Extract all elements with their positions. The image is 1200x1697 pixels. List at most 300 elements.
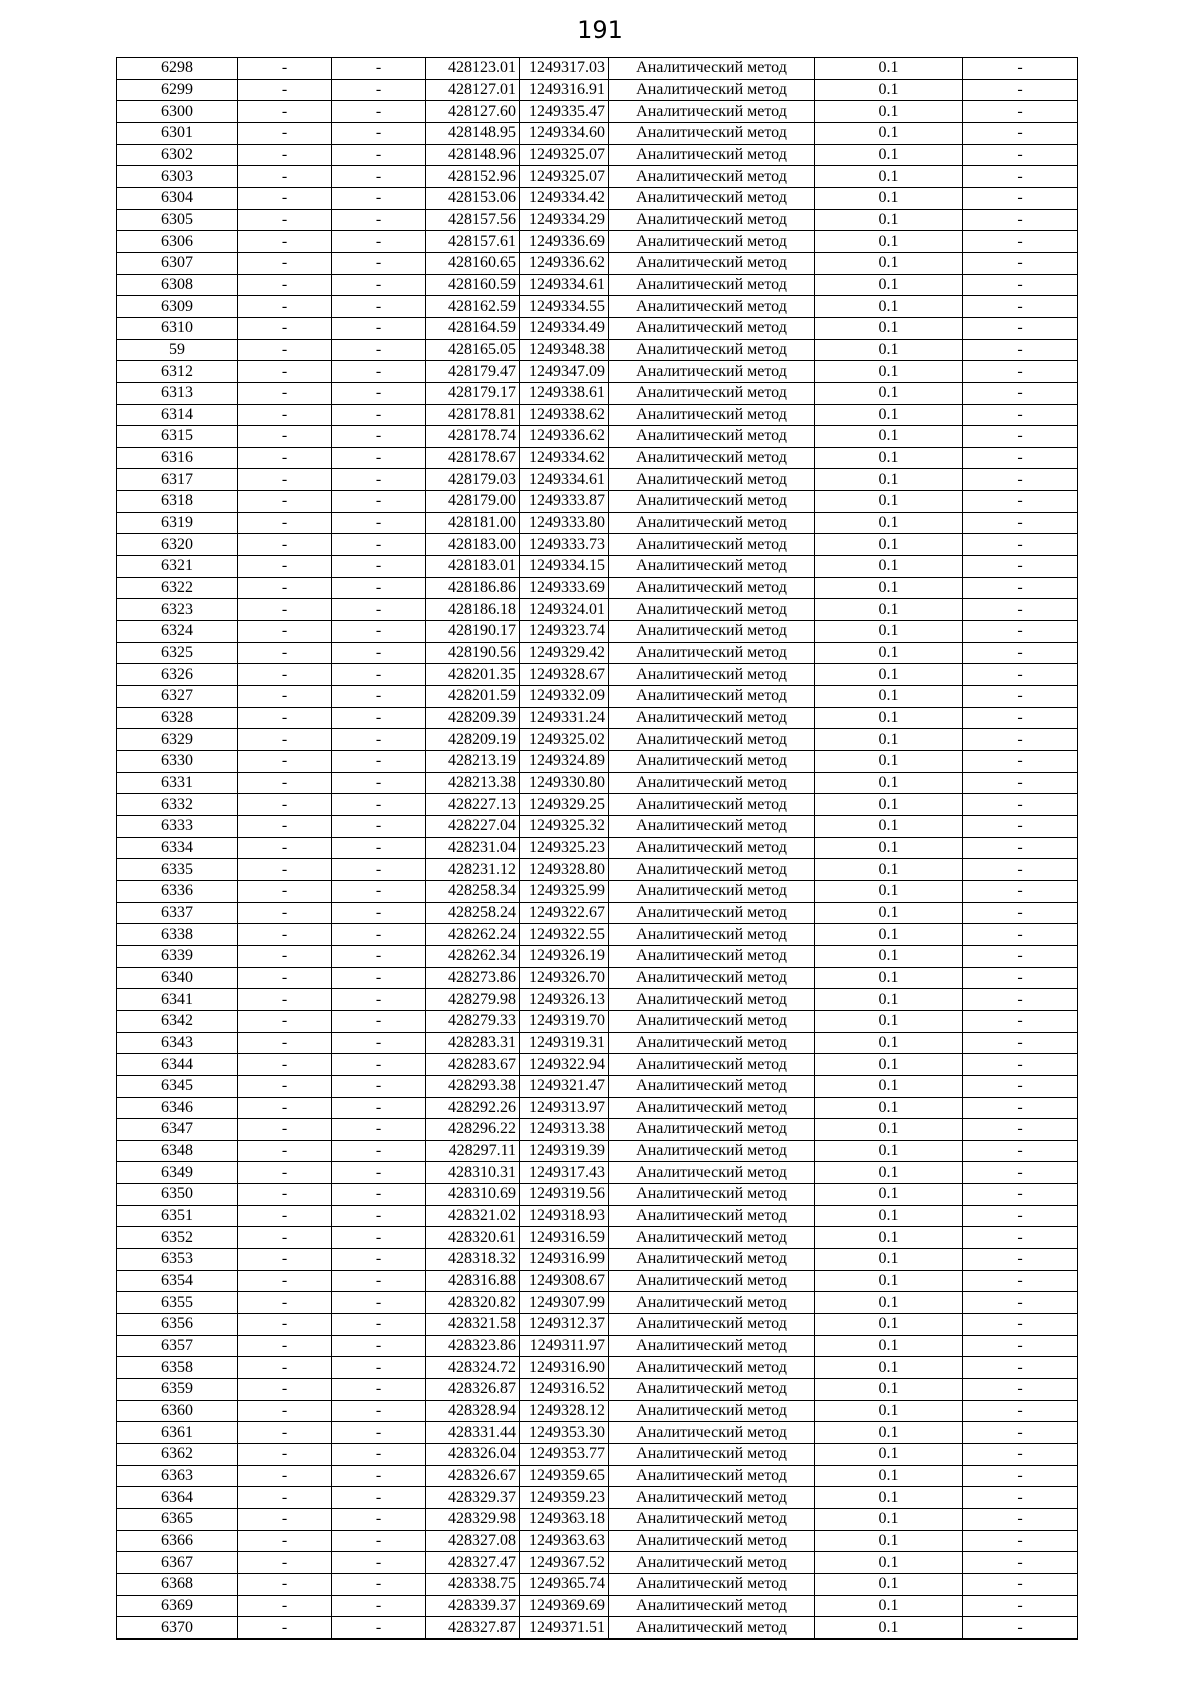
dash-cell: - — [332, 512, 426, 534]
accuracy-cell: 0.1 — [815, 491, 963, 513]
dash-cell: - — [963, 1595, 1078, 1617]
accuracy-cell: 0.1 — [815, 772, 963, 794]
dash-cell: - — [238, 1617, 332, 1639]
y-coordinate-cell: 1249324.01 — [520, 599, 609, 621]
accuracy-cell: 0.1 — [815, 599, 963, 621]
table-row — [117, 837, 1078, 859]
point-number-cell: 6326 — [117, 664, 238, 686]
accuracy-cell: 0.1 — [815, 967, 963, 989]
method-cell: Аналитический метод — [609, 1010, 815, 1032]
method-cell: Аналитический метод — [609, 880, 815, 902]
method-cell: Аналитический метод — [609, 1530, 815, 1552]
accuracy-cell: 0.1 — [815, 1400, 963, 1422]
y-coordinate-cell: 1249324.89 — [520, 751, 609, 773]
dash-cell: - — [332, 447, 426, 469]
accuracy-cell: 0.1 — [815, 187, 963, 209]
dash-cell: - — [332, 1227, 426, 1249]
y-coordinate-cell: 1249333.73 — [520, 534, 609, 556]
dash-cell: - — [332, 1162, 426, 1184]
x-coordinate-cell: 428318.32 — [426, 1249, 520, 1271]
table-row — [117, 166, 1078, 188]
dash-cell: - — [963, 252, 1078, 274]
dash-cell: - — [238, 404, 332, 426]
dash-cell: - — [963, 187, 1078, 209]
dash-cell: - — [238, 122, 332, 144]
dash-cell: - — [332, 599, 426, 621]
dash-cell: - — [332, 772, 426, 794]
y-coordinate-cell: 1249336.62 — [520, 252, 609, 274]
table-row — [117, 772, 1078, 794]
point-number-cell: 6304 — [117, 187, 238, 209]
dash-cell: - — [238, 772, 332, 794]
method-cell: Аналитический метод — [609, 1617, 815, 1639]
dash-cell: - — [963, 577, 1078, 599]
dash-cell: - — [963, 317, 1078, 339]
table-row — [117, 1335, 1078, 1357]
point-number-cell: 6300 — [117, 101, 238, 123]
dash-cell: - — [963, 426, 1078, 448]
point-number-cell: 6349 — [117, 1162, 238, 1184]
point-number-cell: 6347 — [117, 1119, 238, 1141]
method-cell: Аналитический метод — [609, 1184, 815, 1206]
dash-cell: - — [238, 989, 332, 1011]
dash-cell: - — [963, 512, 1078, 534]
table-row — [117, 426, 1078, 448]
y-coordinate-cell: 1249326.19 — [520, 945, 609, 967]
y-coordinate-cell: 1249334.61 — [520, 274, 609, 296]
y-coordinate-cell: 1249333.80 — [520, 512, 609, 534]
x-coordinate-cell: 428329.98 — [426, 1508, 520, 1530]
method-cell: Аналитический метод — [609, 751, 815, 773]
dash-cell: - — [332, 382, 426, 404]
accuracy-cell: 0.1 — [815, 1379, 963, 1401]
point-number-cell: 6321 — [117, 556, 238, 578]
x-coordinate-cell: 428279.33 — [426, 1010, 520, 1032]
accuracy-cell: 0.1 — [815, 469, 963, 491]
accuracy-cell: 0.1 — [815, 58, 963, 80]
y-coordinate-cell: 1249316.99 — [520, 1249, 609, 1271]
table-row — [117, 404, 1078, 426]
dash-cell: - — [332, 1335, 426, 1357]
table-row — [117, 1314, 1078, 1336]
table-row — [117, 729, 1078, 751]
x-coordinate-cell: 428316.88 — [426, 1270, 520, 1292]
dash-cell: - — [963, 1508, 1078, 1530]
dash-cell: - — [332, 1010, 426, 1032]
table-row — [117, 599, 1078, 621]
dash-cell: - — [963, 902, 1078, 924]
accuracy-cell: 0.1 — [815, 556, 963, 578]
method-cell: Аналитический метод — [609, 1140, 815, 1162]
dash-cell: - — [963, 534, 1078, 556]
dash-cell: - — [238, 1508, 332, 1530]
table-row — [117, 1054, 1078, 1076]
dash-cell: - — [332, 621, 426, 643]
x-coordinate-cell: 428283.67 — [426, 1054, 520, 1076]
y-coordinate-cell: 1249329.42 — [520, 642, 609, 664]
dash-cell: - — [238, 209, 332, 231]
y-coordinate-cell: 1249334.55 — [520, 296, 609, 318]
dash-cell: - — [963, 1205, 1078, 1227]
x-coordinate-cell: 428186.18 — [426, 599, 520, 621]
x-coordinate-cell: 428178.74 — [426, 426, 520, 448]
table-row — [117, 1530, 1078, 1552]
x-coordinate-cell: 428324.72 — [426, 1357, 520, 1379]
y-coordinate-cell: 1249307.99 — [520, 1292, 609, 1314]
accuracy-cell: 0.1 — [815, 729, 963, 751]
point-number-cell: 6320 — [117, 534, 238, 556]
point-number-cell: 6318 — [117, 491, 238, 513]
table-row — [117, 1249, 1078, 1271]
y-coordinate-cell: 1249325.32 — [520, 815, 609, 837]
dash-cell: - — [963, 556, 1078, 578]
dash-cell: - — [238, 945, 332, 967]
y-coordinate-cell: 1249334.29 — [520, 209, 609, 231]
dash-cell: - — [332, 1573, 426, 1595]
dash-cell: - — [963, 447, 1078, 469]
y-coordinate-cell: 1249367.52 — [520, 1552, 609, 1574]
dash-cell: - — [963, 1054, 1078, 1076]
table-row — [117, 902, 1078, 924]
dash-cell: - — [332, 1140, 426, 1162]
table-body — [117, 58, 1078, 1639]
y-coordinate-cell: 1249338.62 — [520, 404, 609, 426]
x-coordinate-cell: 428327.47 — [426, 1552, 520, 1574]
method-cell: Аналитический метод — [609, 1422, 815, 1444]
dash-cell: - — [963, 1119, 1078, 1141]
x-coordinate-cell: 428157.61 — [426, 231, 520, 253]
dash-cell: - — [332, 1508, 426, 1530]
x-coordinate-cell: 428326.67 — [426, 1465, 520, 1487]
dash-cell: - — [238, 924, 332, 946]
dash-cell: - — [238, 1205, 332, 1227]
dash-cell: - — [332, 122, 426, 144]
point-number-cell: 6353 — [117, 1249, 238, 1271]
table-row — [117, 1227, 1078, 1249]
dash-cell: - — [238, 1487, 332, 1509]
dash-cell: - — [238, 902, 332, 924]
dash-cell: - — [963, 122, 1078, 144]
method-cell: Аналитический метод — [609, 1314, 815, 1336]
dash-cell: - — [238, 187, 332, 209]
x-coordinate-cell: 428310.69 — [426, 1184, 520, 1206]
method-cell: Аналитический метод — [609, 1227, 815, 1249]
dash-cell: - — [963, 1530, 1078, 1552]
accuracy-cell: 0.1 — [815, 1335, 963, 1357]
dash-cell: - — [332, 1465, 426, 1487]
y-coordinate-cell: 1249336.69 — [520, 231, 609, 253]
y-coordinate-cell: 1249311.97 — [520, 1335, 609, 1357]
accuracy-cell: 0.1 — [815, 1617, 963, 1639]
accuracy-cell: 0.1 — [815, 1032, 963, 1054]
x-coordinate-cell: 428179.17 — [426, 382, 520, 404]
y-coordinate-cell: 1249332.09 — [520, 686, 609, 708]
x-coordinate-cell: 428190.56 — [426, 642, 520, 664]
x-coordinate-cell: 428297.11 — [426, 1140, 520, 1162]
y-coordinate-cell: 1249369.69 — [520, 1595, 609, 1617]
method-cell: Аналитический метод — [609, 382, 815, 404]
accuracy-cell: 0.1 — [815, 1465, 963, 1487]
dash-cell: - — [332, 1205, 426, 1227]
y-coordinate-cell: 1249334.61 — [520, 469, 609, 491]
x-coordinate-cell: 428201.35 — [426, 664, 520, 686]
dash-cell: - — [238, 58, 332, 80]
dash-cell: - — [238, 1400, 332, 1422]
x-coordinate-cell: 428279.98 — [426, 989, 520, 1011]
point-number-cell: 6328 — [117, 707, 238, 729]
y-coordinate-cell: 1249325.02 — [520, 729, 609, 751]
x-coordinate-cell: 428283.31 — [426, 1032, 520, 1054]
dash-cell: - — [332, 469, 426, 491]
dash-cell: - — [963, 101, 1078, 123]
point-number-cell: 6358 — [117, 1357, 238, 1379]
x-coordinate-cell: 428181.00 — [426, 512, 520, 534]
dash-cell: - — [238, 101, 332, 123]
y-coordinate-cell: 1249331.24 — [520, 707, 609, 729]
dash-cell: - — [963, 729, 1078, 751]
method-cell: Аналитический метод — [609, 686, 815, 708]
dash-cell: - — [332, 1357, 426, 1379]
dash-cell: - — [963, 945, 1078, 967]
point-number-cell: 6354 — [117, 1270, 238, 1292]
y-coordinate-cell: 1249329.25 — [520, 794, 609, 816]
dash-cell: - — [963, 1552, 1078, 1574]
accuracy-cell: 0.1 — [815, 79, 963, 101]
table-row — [117, 1184, 1078, 1206]
point-number-cell: 6364 — [117, 1487, 238, 1509]
point-number-cell: 6355 — [117, 1292, 238, 1314]
dash-cell: - — [238, 707, 332, 729]
x-coordinate-cell: 428227.13 — [426, 794, 520, 816]
method-cell: Аналитический метод — [609, 1573, 815, 1595]
accuracy-cell: 0.1 — [815, 382, 963, 404]
point-number-cell: 6314 — [117, 404, 238, 426]
table-row — [117, 252, 1078, 274]
x-coordinate-cell: 428201.59 — [426, 686, 520, 708]
table-row — [117, 686, 1078, 708]
method-cell: Аналитический метод — [609, 599, 815, 621]
method-cell: Аналитический метод — [609, 1097, 815, 1119]
method-cell: Аналитический метод — [609, 209, 815, 231]
dash-cell: - — [963, 989, 1078, 1011]
accuracy-cell: 0.1 — [815, 1010, 963, 1032]
point-number-cell: 6308 — [117, 274, 238, 296]
dash-cell: - — [963, 1162, 1078, 1184]
table-row — [117, 859, 1078, 881]
dash-cell: - — [963, 1270, 1078, 1292]
x-coordinate-cell: 428320.61 — [426, 1227, 520, 1249]
dash-cell: - — [238, 491, 332, 513]
dash-cell: - — [332, 751, 426, 773]
x-coordinate-cell: 428178.67 — [426, 447, 520, 469]
method-cell: Аналитический метод — [609, 1379, 815, 1401]
accuracy-cell: 0.1 — [815, 577, 963, 599]
method-cell: Аналитический метод — [609, 1119, 815, 1141]
dash-cell: - — [332, 707, 426, 729]
accuracy-cell: 0.1 — [815, 1422, 963, 1444]
dash-cell: - — [963, 924, 1078, 946]
method-cell: Аналитический метод — [609, 577, 815, 599]
dash-cell: - — [963, 1617, 1078, 1639]
table-row — [117, 1400, 1078, 1422]
dash-cell: - — [332, 1595, 426, 1617]
method-cell: Аналитический метод — [609, 1249, 815, 1271]
x-coordinate-cell: 428179.00 — [426, 491, 520, 513]
dash-cell: - — [238, 1444, 332, 1466]
dash-cell: - — [332, 556, 426, 578]
accuracy-cell: 0.1 — [815, 902, 963, 924]
dash-cell: - — [963, 1314, 1078, 1336]
dash-cell: - — [963, 382, 1078, 404]
method-cell: Аналитический метод — [609, 296, 815, 318]
y-coordinate-cell: 1249334.42 — [520, 187, 609, 209]
dash-cell: - — [238, 1357, 332, 1379]
accuracy-cell: 0.1 — [815, 101, 963, 123]
y-coordinate-cell: 1249313.97 — [520, 1097, 609, 1119]
dash-cell: - — [238, 426, 332, 448]
y-coordinate-cell: 1249312.37 — [520, 1314, 609, 1336]
accuracy-cell: 0.1 — [815, 924, 963, 946]
point-number-cell: 6330 — [117, 751, 238, 773]
dash-cell: - — [238, 599, 332, 621]
x-coordinate-cell: 428331.44 — [426, 1422, 520, 1444]
dash-cell: - — [332, 534, 426, 556]
dash-cell: - — [332, 1270, 426, 1292]
accuracy-cell: 0.1 — [815, 686, 963, 708]
y-coordinate-cell: 1249319.56 — [520, 1184, 609, 1206]
dash-cell: - — [963, 1249, 1078, 1271]
table-row — [117, 1010, 1078, 1032]
table-row — [117, 664, 1078, 686]
point-number-cell: 6317 — [117, 469, 238, 491]
y-coordinate-cell: 1249325.07 — [520, 166, 609, 188]
dash-cell: - — [963, 1227, 1078, 1249]
dash-cell: - — [238, 1054, 332, 1076]
table-row — [117, 880, 1078, 902]
table-row — [117, 1379, 1078, 1401]
x-coordinate-cell: 428231.12 — [426, 859, 520, 881]
accuracy-cell: 0.1 — [815, 1054, 963, 1076]
table-row — [117, 1032, 1078, 1054]
table-row — [117, 556, 1078, 578]
x-coordinate-cell: 428329.37 — [426, 1487, 520, 1509]
table-row — [117, 339, 1078, 361]
point-number-cell: 6334 — [117, 837, 238, 859]
dash-cell: - — [238, 339, 332, 361]
dash-cell: - — [332, 79, 426, 101]
point-number-cell: 6305 — [117, 209, 238, 231]
point-number-cell: 6336 — [117, 880, 238, 902]
table-row — [117, 144, 1078, 166]
method-cell: Аналитический метод — [609, 1335, 815, 1357]
dash-cell: - — [238, 967, 332, 989]
accuracy-cell: 0.1 — [815, 837, 963, 859]
table-row — [117, 945, 1078, 967]
x-coordinate-cell: 428321.58 — [426, 1314, 520, 1336]
x-coordinate-cell: 428123.01 — [426, 58, 520, 80]
y-coordinate-cell: 1249321.47 — [520, 1075, 609, 1097]
x-coordinate-cell: 428162.59 — [426, 296, 520, 318]
dash-cell: - — [238, 729, 332, 751]
accuracy-cell: 0.1 — [815, 1140, 963, 1162]
table-row — [117, 1552, 1078, 1574]
y-coordinate-cell: 1249334.15 — [520, 556, 609, 578]
method-cell: Аналитический метод — [609, 361, 815, 383]
y-coordinate-cell: 1249353.30 — [520, 1422, 609, 1444]
dash-cell: - — [963, 469, 1078, 491]
x-coordinate-cell: 428127.01 — [426, 79, 520, 101]
point-number-cell: 6356 — [117, 1314, 238, 1336]
point-number-cell: 6366 — [117, 1530, 238, 1552]
y-coordinate-cell: 1249317.03 — [520, 58, 609, 80]
coordinates-table — [116, 57, 1078, 1640]
method-cell: Аналитический метод — [609, 772, 815, 794]
dash-cell: - — [238, 859, 332, 881]
dash-cell: - — [332, 924, 426, 946]
dash-cell: - — [963, 751, 1078, 773]
x-coordinate-cell: 428292.26 — [426, 1097, 520, 1119]
y-coordinate-cell: 1249318.93 — [520, 1205, 609, 1227]
accuracy-cell: 0.1 — [815, 1552, 963, 1574]
table-row — [117, 621, 1078, 643]
y-coordinate-cell: 1249347.09 — [520, 361, 609, 383]
x-coordinate-cell: 428186.86 — [426, 577, 520, 599]
dash-cell: - — [332, 491, 426, 513]
y-coordinate-cell: 1249371.51 — [520, 1617, 609, 1639]
method-cell: Аналитический метод — [609, 426, 815, 448]
point-number-cell: 6368 — [117, 1573, 238, 1595]
dash-cell: - — [963, 664, 1078, 686]
dash-cell: - — [963, 642, 1078, 664]
x-coordinate-cell: 428148.96 — [426, 144, 520, 166]
method-cell: Аналитический метод — [609, 1270, 815, 1292]
table-row — [117, 209, 1078, 231]
dash-cell: - — [238, 815, 332, 837]
dash-cell: - — [963, 1032, 1078, 1054]
dash-cell: - — [332, 166, 426, 188]
y-coordinate-cell: 1249319.70 — [520, 1010, 609, 1032]
y-coordinate-cell: 1249322.94 — [520, 1054, 609, 1076]
dash-cell: - — [238, 1075, 332, 1097]
method-cell: Аналитический метод — [609, 967, 815, 989]
point-number-cell: 6331 — [117, 772, 238, 794]
x-coordinate-cell: 428213.19 — [426, 751, 520, 773]
dash-cell: - — [963, 1465, 1078, 1487]
dash-cell: - — [332, 1314, 426, 1336]
accuracy-cell: 0.1 — [815, 339, 963, 361]
dash-cell: - — [963, 209, 1078, 231]
method-cell: Аналитический метод — [609, 1032, 815, 1054]
dash-cell: - — [963, 794, 1078, 816]
table-row — [117, 1508, 1078, 1530]
table-row — [117, 1162, 1078, 1184]
x-coordinate-cell: 428209.19 — [426, 729, 520, 751]
dash-cell: - — [238, 642, 332, 664]
accuracy-cell: 0.1 — [815, 1205, 963, 1227]
point-number-cell: 6365 — [117, 1508, 238, 1530]
x-coordinate-cell: 428178.81 — [426, 404, 520, 426]
method-cell: Аналитический метод — [609, 642, 815, 664]
table-row — [117, 1487, 1078, 1509]
dash-cell: - — [332, 989, 426, 1011]
x-coordinate-cell: 428160.59 — [426, 274, 520, 296]
point-number-cell: 6352 — [117, 1227, 238, 1249]
point-number-cell: 6298 — [117, 58, 238, 80]
y-coordinate-cell: 1249330.80 — [520, 772, 609, 794]
table-row — [117, 534, 1078, 556]
y-coordinate-cell: 1249338.61 — [520, 382, 609, 404]
x-coordinate-cell: 428293.38 — [426, 1075, 520, 1097]
